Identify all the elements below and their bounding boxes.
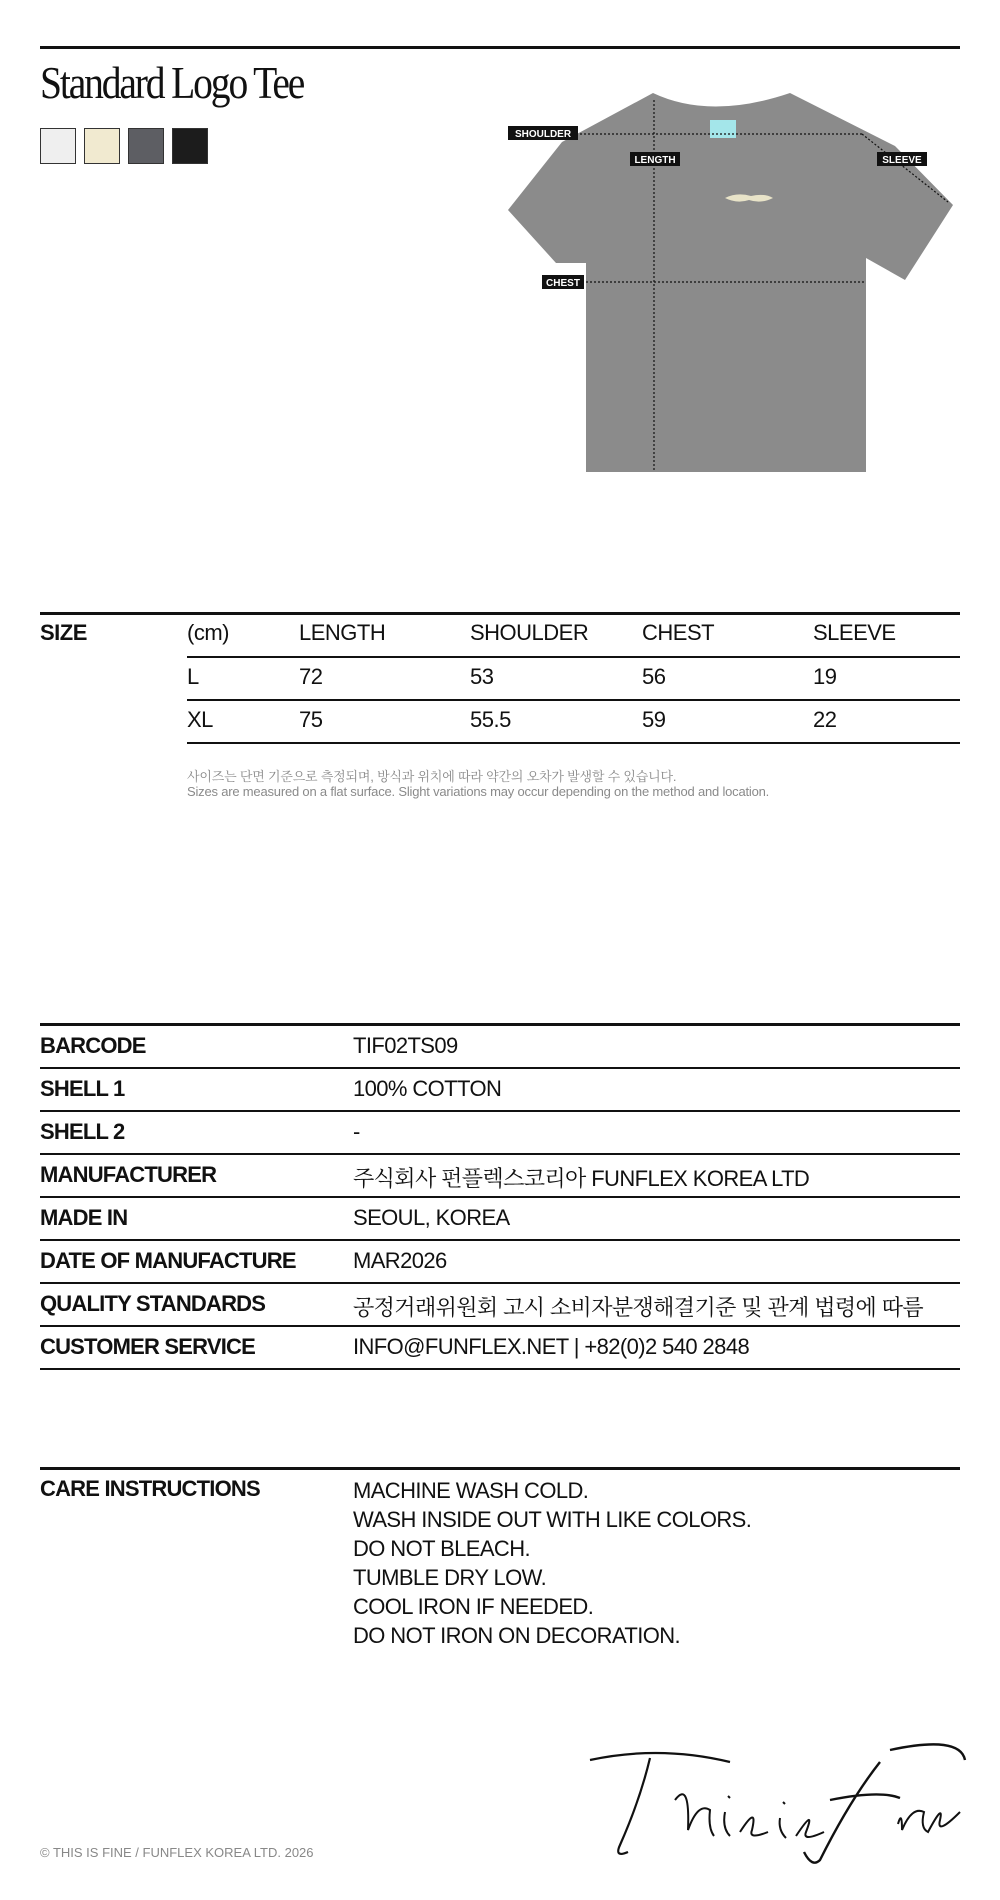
spec-label-barcode: BARCODE (40, 1033, 146, 1058)
svg-text:LENGTH: LENGTH (634, 155, 676, 166)
size-row-divider (187, 699, 960, 701)
spec-value-quality: 공정거래위원회 고시 소비자분쟁해결기준 및 관계 법령에 따름 (353, 1295, 924, 1320)
spec-divider (40, 1067, 960, 1069)
care-item: WASH INSIDE OUT WITH LIKE COLORS. (353, 1507, 752, 1532)
size-row-l-shoulder: 53 (470, 664, 494, 689)
size-heading: SIZE (40, 620, 87, 645)
spec-label-customer-service: CUSTOMER SERVICE (40, 1334, 255, 1359)
size-table-bottom-rule (187, 742, 960, 744)
neck-label-icon (710, 120, 736, 138)
copyright-text: © THIS IS FINE / FUNFLEX KOREA LTD. 2026 (40, 1845, 314, 1860)
care-item: MACHINE WASH COLD. (353, 1478, 589, 1503)
size-row-xl-sleeve: 22 (813, 707, 837, 732)
size-col-chest: CHEST (642, 620, 715, 645)
size-row-xl-length: 75 (299, 707, 323, 732)
size-row-l-chest: 56 (642, 664, 666, 689)
care-item: DO NOT IRON ON DECORATION. (353, 1623, 681, 1648)
size-note-english: Sizes are measured on a flat surface. Slight variations may occur depending on the method and location. (187, 784, 770, 799)
spec-label-manufacturer: MANUFACTURER (40, 1162, 217, 1187)
size-row-xl-chest: 59 (642, 707, 666, 732)
swatch-cream[interactable] (84, 128, 120, 164)
swatch-charcoal[interactable] (128, 128, 164, 164)
spec-label-shell1: SHELL 1 (40, 1076, 125, 1101)
care-item: DO NOT BLEACH. (353, 1536, 531, 1561)
size-col-length: LENGTH (299, 620, 386, 645)
size-note-korean: 사이즈는 단면 기준으로 측정되며, 방식과 위치에 따라 약간의 오차가 발생할 수 있습니다. (187, 769, 677, 784)
length-label (630, 152, 680, 166)
care-section-rule (40, 1467, 960, 1470)
care-item: TUMBLE DRY LOW. (353, 1565, 547, 1590)
size-row-xl-shoulder: 55.5 (470, 707, 511, 732)
spec-value-shell2: - (353, 1119, 360, 1144)
size-row-xl-size: XL (187, 707, 213, 732)
spec-value-customer-service: INFO@FUNFLEX.NET | +82(0)2 540 2848 (353, 1334, 750, 1359)
spec-value-date: MAR2026 (353, 1248, 447, 1273)
spec-value-manufacturer: 주식회사 펀플렉스코리아 FUNFLEX KOREA LTD (353, 1166, 810, 1191)
spec-divider (40, 1325, 960, 1327)
size-row-l-sleeve: 19 (813, 664, 837, 689)
care-heading: CARE INSTRUCTIONS (40, 1476, 260, 1501)
svg-text:CHEST: CHEST (546, 278, 580, 289)
spec-divider (40, 1282, 960, 1284)
swatch-white[interactable] (40, 128, 76, 164)
sleeve-label (877, 152, 927, 166)
size-row-l-size: L (187, 664, 199, 689)
size-header-divider (187, 656, 960, 658)
size-col-unit: (cm) (187, 620, 229, 645)
shoulder-label (508, 126, 578, 140)
size-section-rule (40, 612, 960, 615)
spec-divider (40, 1196, 960, 1198)
spec-divider (40, 1110, 960, 1112)
spec-divider (40, 1153, 960, 1155)
svg-text:SLEEVE: SLEEVE (882, 155, 922, 166)
spec-section-rule (40, 1023, 960, 1026)
spec-value-barcode: TIF02TS09 (353, 1033, 458, 1058)
spec-value-shell1: 100% COTTON (353, 1076, 502, 1101)
size-col-shoulder: SHOULDER (470, 620, 589, 645)
size-col-sleeve: SLEEVE (813, 620, 896, 645)
signature-logo (580, 1740, 970, 1870)
swatch-black[interactable] (172, 128, 208, 164)
top-rule (40, 46, 960, 49)
svg-text:SHOULDER: SHOULDER (514, 129, 572, 140)
size-row-l-length: 72 (299, 664, 323, 689)
product-title: Standard Logo Tee (40, 57, 304, 108)
care-item: COOL IRON IF NEEDED. (353, 1594, 594, 1619)
tshirt-measurement-diagram (500, 90, 970, 480)
spec-label-date: DATE OF MANUFACTURE (40, 1248, 296, 1273)
spec-table-bottom-rule (40, 1368, 960, 1370)
spec-label-shell2: SHELL 2 (40, 1119, 125, 1144)
care-instructions-list (353, 1476, 751, 1650)
spec-divider (40, 1239, 960, 1241)
spec-value-made-in: SEOUL, KOREA (353, 1205, 510, 1230)
chest-label (542, 275, 584, 289)
spec-label-made-in: MADE IN (40, 1205, 128, 1230)
spec-label-quality: QUALITY STANDARDS (40, 1291, 266, 1316)
